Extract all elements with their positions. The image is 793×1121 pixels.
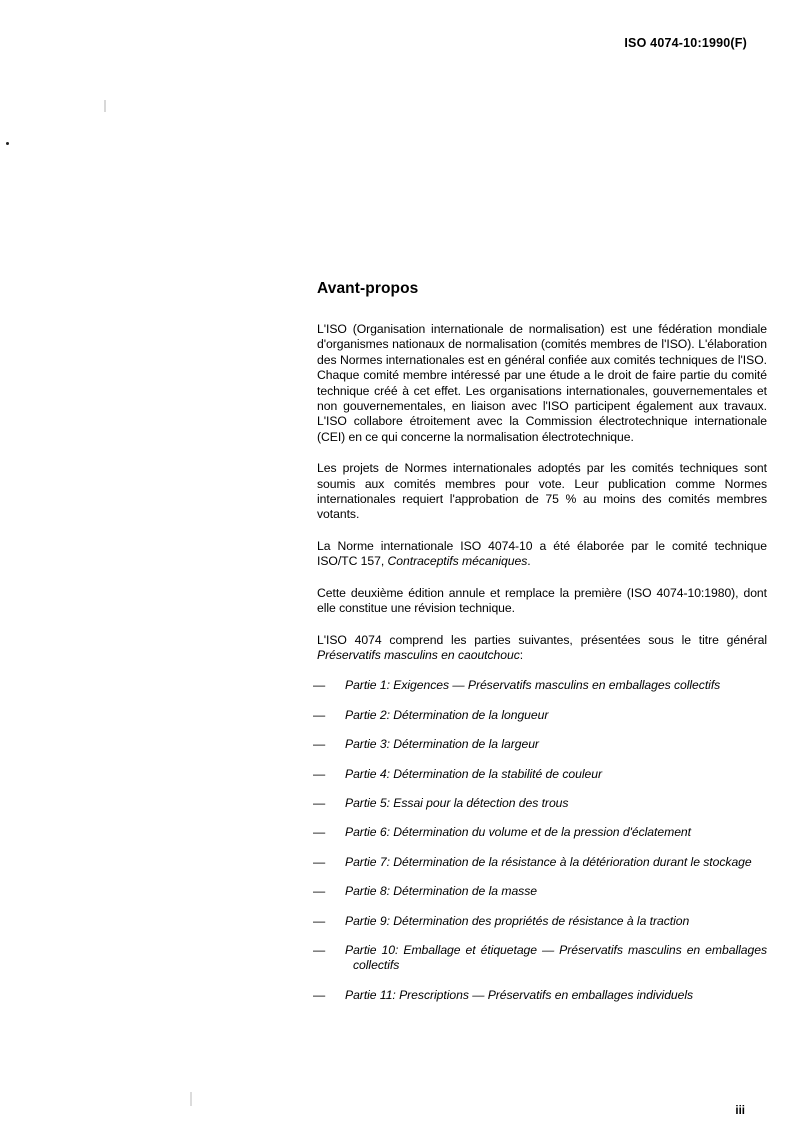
list-item-label: Partie 7: Détermination de la résistance à la détérioration durant le stockage: [345, 854, 752, 869]
list-item: [313, 854, 767, 870]
foreword-paragraph-1: L'ISO (Organisation internationale de normalisation) est une fédération mondiale d'organismes nationaux de normalisation (comités membres de l'ISO). L'élaboration des Normes internationales est en général confiée aux comités techniques de l'ISO. Chaque comité membre intéressé par une étude a le droit de faire partie du comité technique créé à cet effet. Les organisations internationales, gouvernementales et non gouvernementales, en liaison avec l'ISO participent également aux travaux. L'ISO collabore étroitement avec la Commission électrotechnique internationale (CEI) en ce qui concerne la normalisation électrotechnique.: [317, 322, 767, 444]
paragraph-5-prefix: L'ISO 4074 comprend les parties suivantes, présentées sous le titre général: [317, 632, 767, 647]
list-item: [313, 825, 767, 840]
paragraph-3-prefix: La Norme internationale ISO 4074-10 a été élaborée par le comité technique ISO/TC 157,: [317, 538, 767, 569]
scan-artifact-dot: [6, 142, 9, 145]
list-marker: —: [313, 678, 326, 693]
list-item-label: Partie 6: Détermination du volume et de la pression d'éclatement: [345, 825, 691, 840]
list-item-label: Partie 9: Détermination des propriétés de résistance à la traction: [345, 913, 690, 928]
list-marker: —: [313, 766, 326, 781]
list-item: [313, 678, 767, 693]
list-item-label: Partie 3: Détermination de la largeur: [345, 737, 539, 752]
foreword-paragraph-3: [317, 539, 767, 570]
list-marker: —: [313, 854, 326, 869]
list-marker: —: [313, 795, 326, 810]
list-marker: —: [313, 884, 326, 899]
paragraph-5-suffix: :: [519, 647, 524, 662]
standard-general-title: Préservatifs masculins en caoutchouc: [317, 647, 520, 662]
list-item-label: Partie 8: Détermination de la masse: [345, 884, 537, 899]
page-folio: iii: [735, 1105, 745, 1117]
list-item-label: Partie 4: Détermination de la stabilité de couleur: [345, 766, 602, 781]
list-item: [313, 987, 767, 1003]
list-marker: —: [313, 942, 326, 957]
list-item: [313, 942, 767, 974]
list-marker: —: [313, 825, 326, 840]
technical-committee-title: Contraceptifs mécaniques: [387, 554, 528, 569]
parts-list: [313, 678, 767, 1003]
paragraph-3-suffix: .: [527, 554, 531, 569]
foreword-paragraph-5: [317, 633, 767, 664]
list-item-label: Partie 2: Détermination de la longueur: [345, 707, 549, 722]
list-item-label: Partie 11: Prescriptions — Préservatifs en emballages individuels: [345, 987, 694, 1002]
list-item: [313, 707, 767, 723]
list-item-label: Partie 5: Essai pour la détection des trous: [345, 795, 569, 810]
list-marker: —: [313, 707, 326, 722]
scan-artifact-mark-bottom: [190, 1092, 192, 1106]
list-item-label: Partie 10: Emballage et étiquetage — Préservatifs masculins en emballages collectifs: [345, 942, 767, 973]
scan-artifact-mark-top: [104, 100, 106, 112]
foreword-paragraph-2: Les projets de Normes internationales adoptés par les comités techniques sont soumis aux comités membres pour vote. Leur publication comme Normes internationales requiert l'approbation de 75 % au moins des comités membres votants.: [317, 461, 767, 522]
list-item: [313, 795, 767, 811]
document-body: [313, 280, 767, 1017]
foreword-paragraph-4: Cette deuxième édition annule et remplace la première (ISO 4074-10:1980), dont elle constitue une révision technique.: [317, 585, 767, 616]
list-marker: —: [313, 913, 326, 928]
list-marker: —: [313, 737, 326, 752]
list-marker: —: [313, 987, 326, 1002]
list-item: [313, 766, 767, 782]
page-title: Avant-propos: [317, 280, 419, 297]
document-header-reference: ISO 4074-10:1990(F): [624, 36, 747, 50]
list-item: [313, 913, 767, 929]
list-item-label: Partie 1: Exigences — Préservatifs masculins en emballages collectifs: [345, 678, 721, 693]
list-item: [313, 884, 767, 899]
list-item: [313, 737, 767, 752]
